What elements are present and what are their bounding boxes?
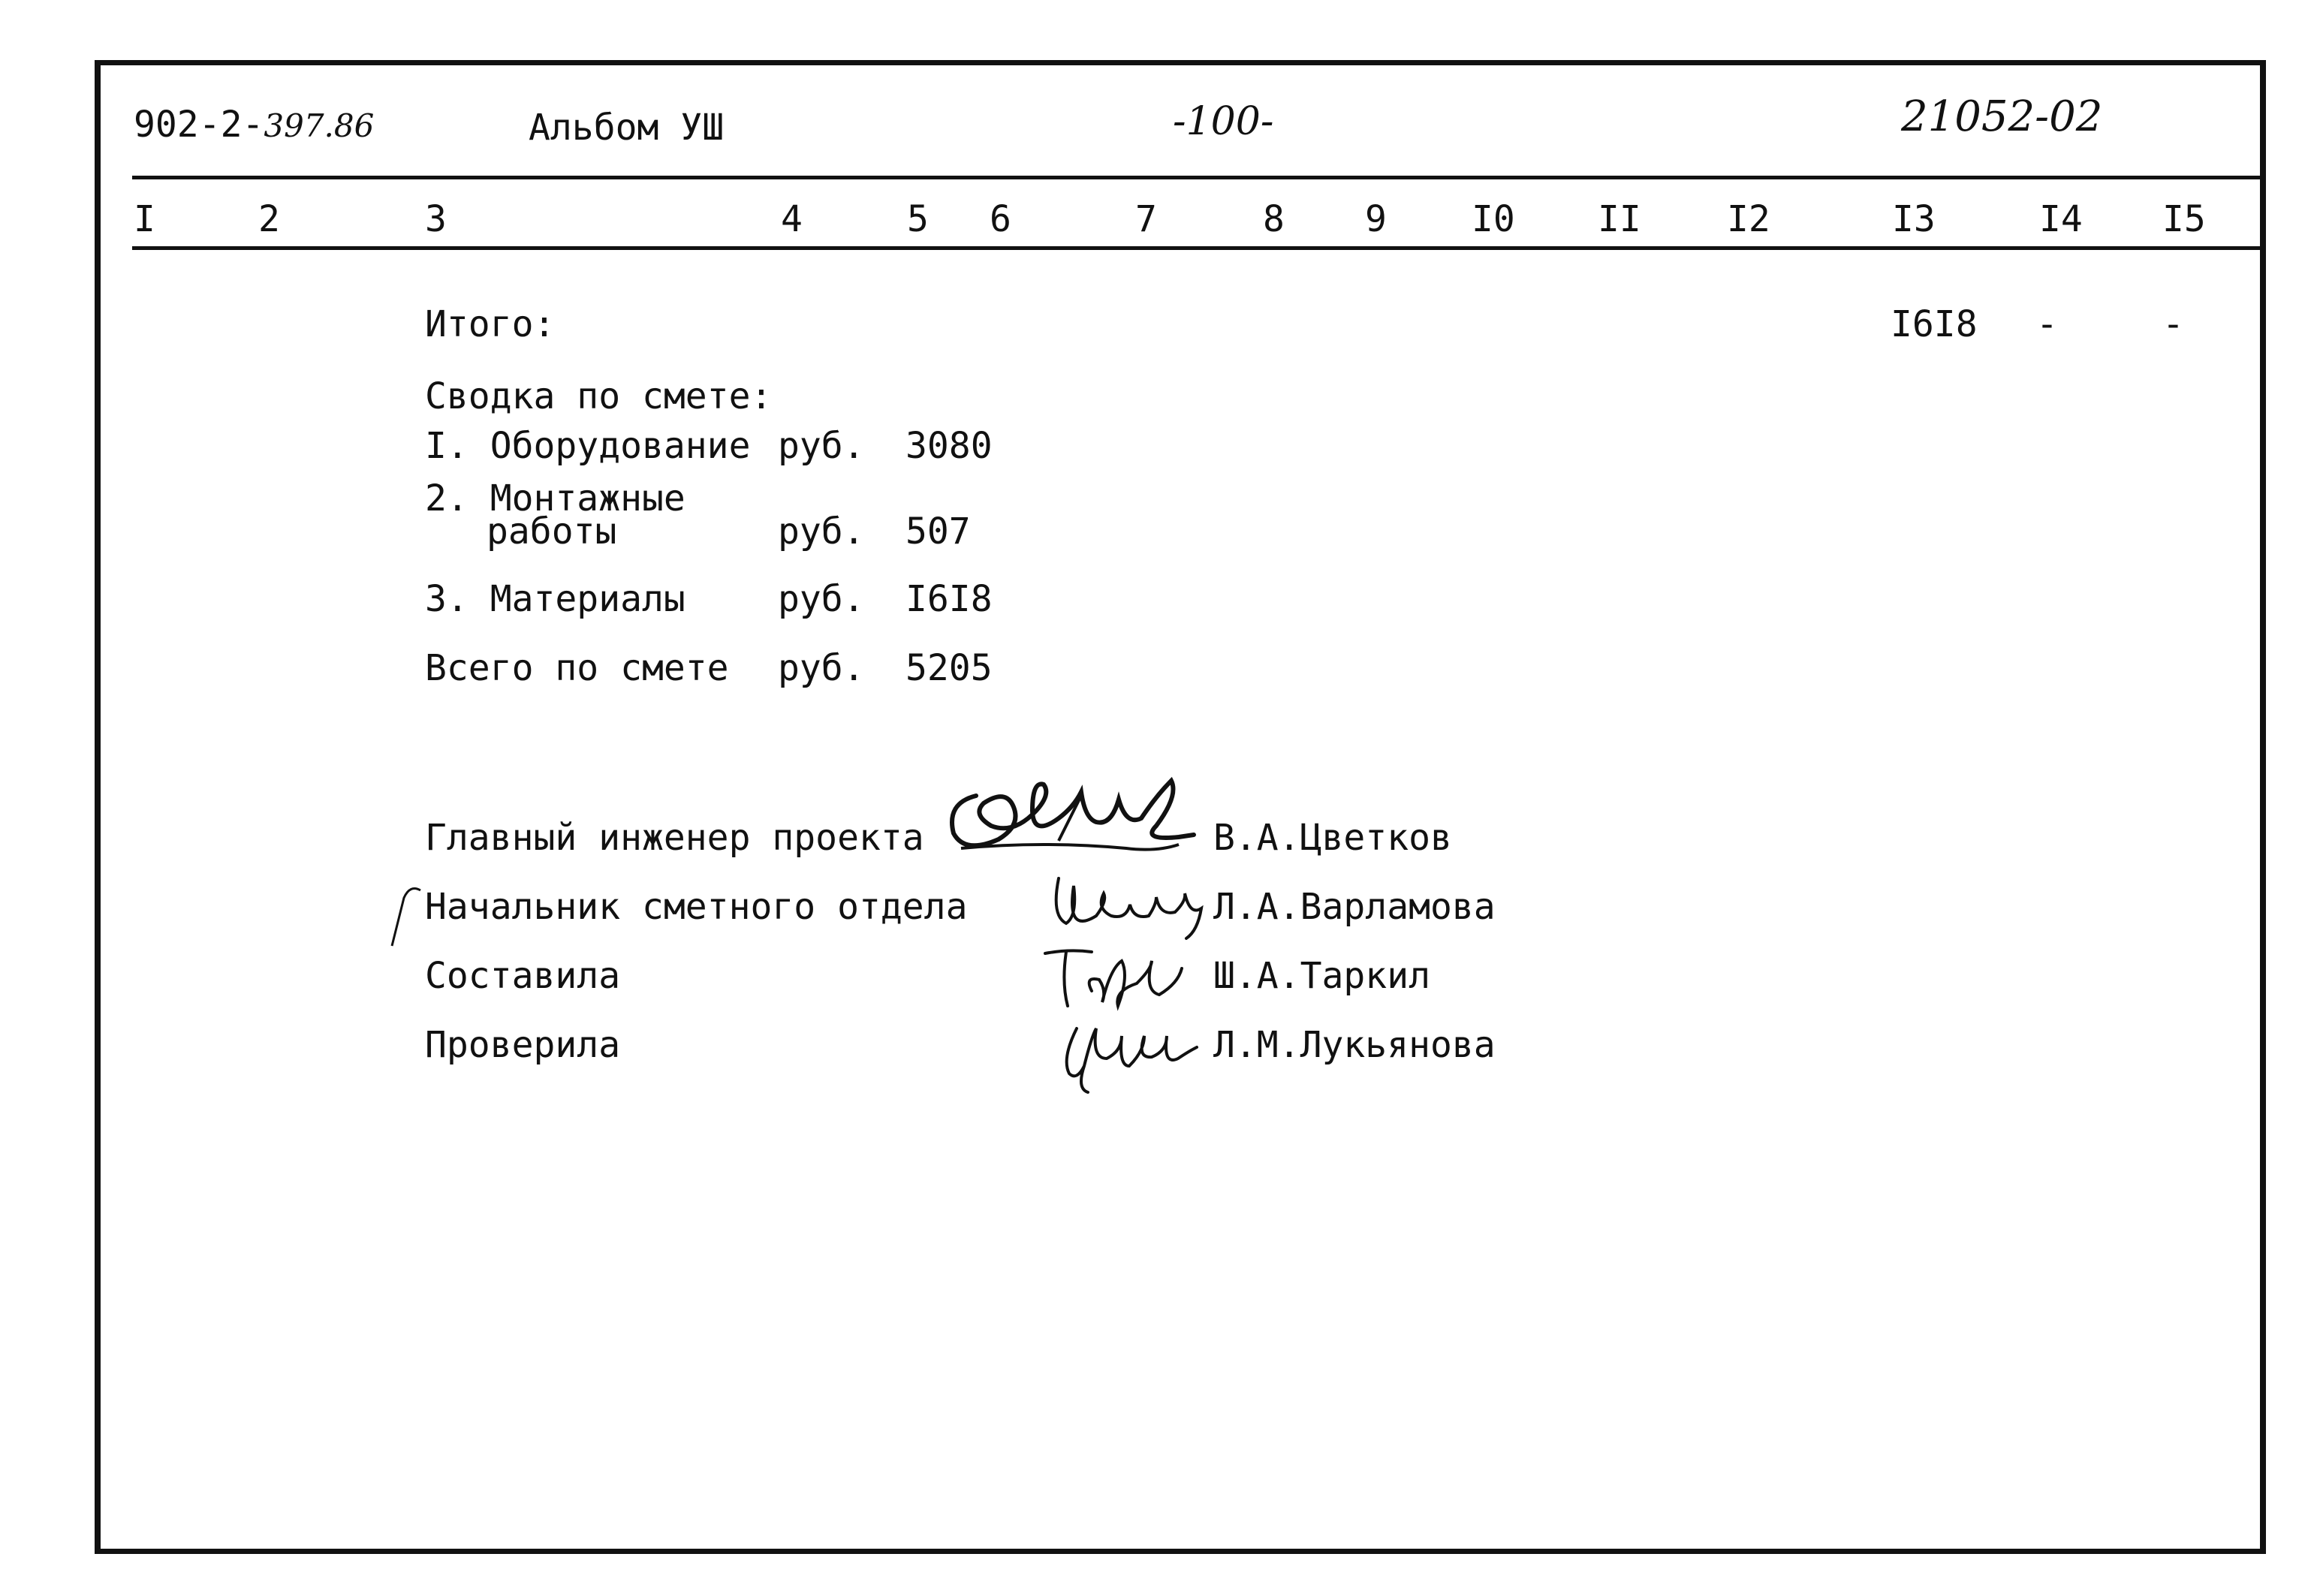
signature-compiler [1039,938,1197,1013]
summary-row-unit: руб. [778,647,865,689]
signature-checker [1047,1006,1212,1096]
total-col14: - [2036,303,2058,345]
signature-role: Проверила [425,1024,621,1066]
summary-row-label: 3. Материалы [425,578,685,620]
total-col15: - [2162,303,2184,345]
column-rule [132,246,2261,250]
total-label: Итого: [425,303,556,345]
col-num-1: I [134,198,155,240]
signature-name: Л.А.Варламова [1213,886,1496,928]
summary-row-value: 3080 [905,425,993,467]
col-num-3: 3 [425,198,447,240]
col-num-5: 5 [907,198,929,240]
summary-row-unit: руб. [778,578,865,620]
col-num-8: 8 [1263,198,1285,240]
doc-code [134,104,375,146]
summary-row-value: 5205 [905,647,993,689]
signature-role: Начальник сметного отдела [425,886,968,928]
page-number: -100- [1173,99,1274,144]
signature-chief-engineer [931,766,1201,863]
col-num-4: 4 [781,198,803,240]
signature-name: В.А.Цветков [1213,817,1452,859]
col-num-14: I4 [2039,198,2083,240]
summary-row-value: I6I8 [905,578,993,620]
summary-row-label-cont: работы [487,510,617,553]
summary-row-unit: руб. [778,510,865,553]
pen-mark [387,877,432,952]
col-num-6: 6 [990,198,1011,240]
summary-row-unit: руб. [778,425,865,467]
doc-number: 21052-02 [1901,92,2103,141]
col-num-15: I5 [2162,198,2206,240]
signature-role: Составила [425,955,621,997]
col-num-9: 9 [1365,198,1387,240]
col-num-13: I3 [1892,198,1936,240]
signature-name: Л.М.Лукьянова [1213,1024,1496,1066]
summary-row-label: 2. Монтажные [425,477,685,519]
header-rule [132,176,2261,179]
signature-name: Ш.А.Таркил [1213,955,1430,997]
col-num-7: 7 [1135,198,1157,240]
doc-code-handwritten: 397.86 [264,107,375,144]
signature-estimate-head [1036,863,1209,946]
col-num-10: I0 [1472,198,1515,240]
total-col13: I6I8 [1891,303,1978,345]
summary-row-label: I. Оборудование [425,425,751,467]
col-num-2: 2 [258,198,280,240]
summary-row-label: Всего по смете [425,647,729,689]
summary-title: Сводка по смете: [425,375,773,417]
summary-row-value: 507 [905,510,971,553]
col-num-11: II [1598,198,1641,240]
doc-code-prefix: 902-2- [134,104,264,146]
col-num-12: I2 [1727,198,1770,240]
album-label: Альбом УШ [529,107,725,149]
signature-role: Главный инженер проекта [425,817,924,859]
